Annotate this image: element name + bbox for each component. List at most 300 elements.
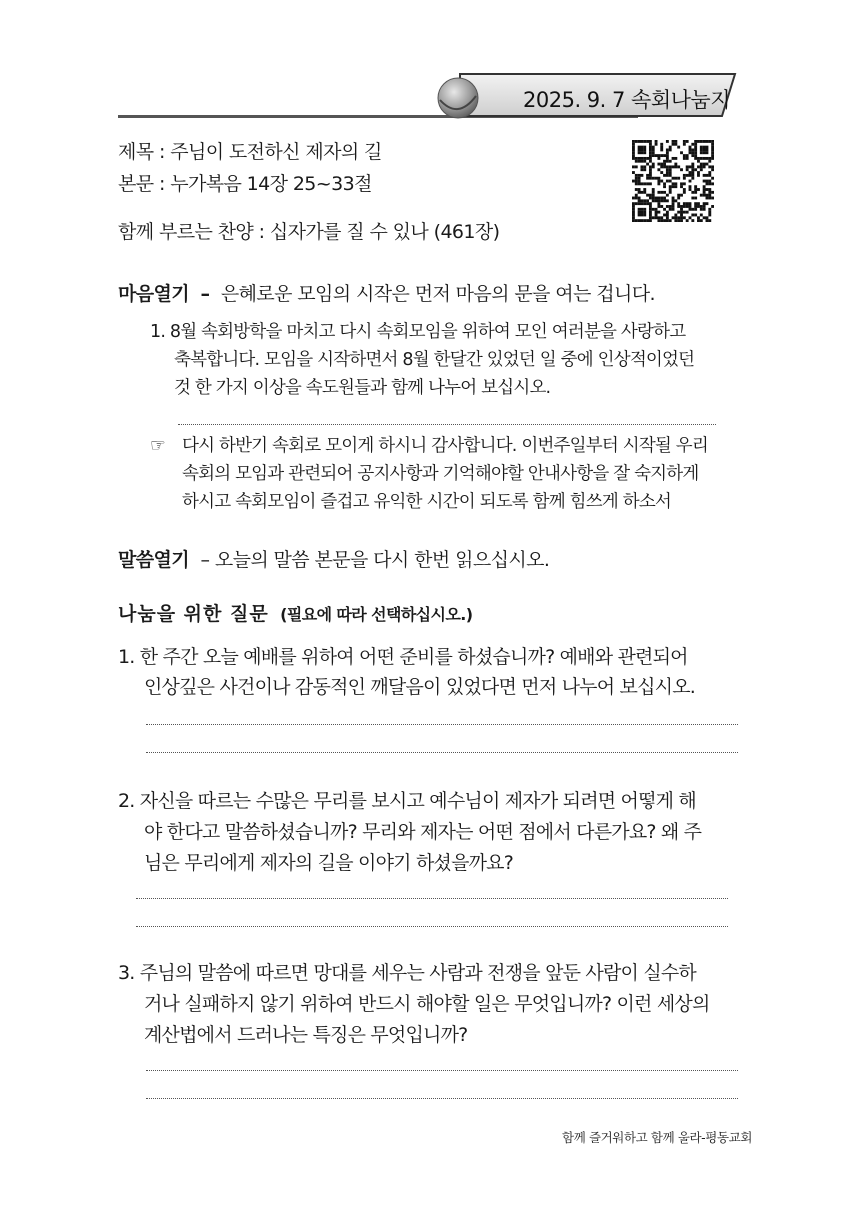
qr-module (689, 202, 692, 205)
qr-module (703, 165, 706, 168)
qr-module (672, 143, 675, 146)
qr-module (669, 205, 672, 208)
qr-module (638, 177, 641, 180)
qr-module (711, 154, 714, 157)
qr-module (703, 146, 706, 149)
qr-module (657, 211, 660, 214)
qr-module (652, 151, 655, 154)
qr-module (663, 214, 666, 217)
qr-module (643, 199, 646, 202)
qr-module (657, 154, 660, 157)
word-heading: 말씀열기 (118, 549, 190, 571)
qr-module (655, 208, 658, 211)
qr-module (686, 140, 689, 143)
qr-module (632, 151, 635, 154)
qr-module (649, 174, 652, 177)
qr-module (657, 191, 660, 194)
qr-module (655, 211, 658, 214)
qr-module (694, 143, 697, 146)
qr-module (689, 180, 692, 183)
qr-module (703, 216, 706, 219)
qr-module (697, 219, 700, 222)
qr-module (706, 188, 709, 191)
qr-module (691, 208, 694, 211)
text-line: 님은 무리에게 제자의 길을 이야기 하셨을까요? (144, 852, 514, 874)
qr-module (640, 214, 643, 217)
qr-module (669, 168, 672, 171)
qr-module (680, 205, 683, 208)
qr-module (646, 157, 649, 160)
qr-module (700, 148, 703, 151)
answer-line (136, 898, 728, 899)
answer-line (146, 1098, 738, 1099)
qr-module (632, 143, 635, 146)
qr-module (649, 197, 652, 200)
qr-module (635, 197, 638, 200)
qr-module (643, 151, 646, 154)
text-line: 야 한다고 말씀하셨습니까? 무리와 제자는 어떤 점에서 다른가요? 왜 주 (144, 821, 702, 843)
opening-prayer-note (150, 432, 746, 516)
qr-module (683, 182, 686, 185)
qr-module (643, 168, 646, 171)
text-line: 1. 8월 속회방학을 마치고 다시 속회모임을 위하여 모인 여러분을 사랑하고 (150, 322, 686, 342)
qr-module (632, 205, 635, 208)
qr-module (697, 140, 700, 143)
text-line: 인상깊은 사건이나 감동적인 깨달음이 있었다면 먼저 나누어 보십시오. (144, 676, 695, 698)
hymn-line: 함께 부르는 찬양 : 십자가를 질 수 있나 (461장) (118, 221, 500, 243)
qr-module (666, 211, 669, 214)
qr-module (657, 202, 660, 205)
qr-module (711, 140, 714, 143)
qr-module (640, 219, 643, 222)
qr-module (677, 194, 680, 197)
qr-module (706, 219, 709, 222)
qr-module (689, 208, 692, 211)
qr-module (706, 146, 709, 149)
qr-module (711, 191, 714, 194)
qr-module (686, 202, 689, 205)
qr-module (666, 194, 669, 197)
qr-module (669, 219, 672, 222)
qr-module (640, 174, 643, 177)
qr-module (649, 146, 652, 149)
qr-module (691, 143, 694, 146)
qr-module (683, 205, 686, 208)
qr-module (691, 177, 694, 180)
qr-module (652, 146, 655, 149)
sharing-heading: 나눔을 위한 질문 (118, 603, 269, 625)
qr-module (666, 205, 669, 208)
qr-module (663, 199, 666, 202)
qr-module (689, 171, 692, 174)
qr-module (660, 199, 663, 202)
qr-module (694, 140, 697, 143)
qr-module (697, 165, 700, 168)
qr-module (663, 160, 666, 163)
qr-module (638, 211, 641, 214)
qr-module (708, 208, 711, 211)
qr-module (669, 188, 672, 191)
qr-module (663, 182, 666, 185)
qr-module (680, 216, 683, 219)
qr-module (652, 163, 655, 166)
qr-module (632, 216, 635, 219)
qr-module (674, 182, 677, 185)
qr-module (706, 216, 709, 219)
qr-module (711, 165, 714, 168)
qr-module (700, 219, 703, 222)
qr-module (689, 216, 692, 219)
qr-module (655, 214, 658, 217)
qr-module (660, 216, 663, 219)
qr-module (652, 199, 655, 202)
qr-module (686, 165, 689, 168)
qr-module (700, 168, 703, 171)
qr-module (657, 205, 660, 208)
qr-module (638, 188, 641, 191)
qr-module (672, 177, 675, 180)
qr-module (657, 219, 660, 222)
qr-module (638, 191, 641, 194)
qr-module (663, 208, 666, 211)
qr-module (652, 208, 655, 211)
qr-module (677, 146, 680, 149)
qr-module (649, 165, 652, 168)
qr-module (635, 165, 638, 168)
qr-module (660, 143, 663, 146)
qr-module (680, 182, 683, 185)
text-line: 1. 한 주간 오늘 예배를 위하여 어떤 준비를 하셨습니까? 예배와 관련되어 (118, 646, 688, 668)
qr-module (691, 148, 694, 151)
qr-module (689, 165, 692, 168)
qr-module (683, 216, 686, 219)
qr-module (640, 182, 643, 185)
qr-module (689, 151, 692, 154)
qr-module (632, 140, 635, 143)
qr-module (700, 214, 703, 217)
qr-module (638, 148, 641, 151)
qr-module (711, 146, 714, 149)
question-3 (118, 958, 742, 1051)
word-text: – 오늘의 말씀 본문을 다시 한번 읽으십시오. (200, 549, 550, 571)
qr-module (674, 185, 677, 188)
qr-module (691, 214, 694, 217)
qr-module (660, 191, 663, 194)
qr-module (703, 180, 706, 183)
qr-module (689, 174, 692, 177)
qr-module (683, 188, 686, 191)
qr-module (640, 160, 643, 163)
qr-module (694, 197, 697, 200)
text-line: 2. 자신을 따르는 수많은 무리를 보시고 예수님이 제자가 되려면 어떻게 해 (118, 790, 696, 812)
answer-line (146, 724, 738, 725)
qr-module (655, 177, 658, 180)
qr-module (686, 174, 689, 177)
qr-module (700, 165, 703, 168)
qr-module (632, 180, 635, 183)
qr-code[interactable] (632, 140, 714, 222)
qr-module (655, 216, 658, 219)
qr-module (686, 205, 689, 208)
qr-module (706, 202, 709, 205)
qr-module (691, 174, 694, 177)
qr-module (663, 185, 666, 188)
qr-module (643, 191, 646, 194)
qr-module (708, 180, 711, 183)
qr-module (708, 219, 711, 222)
qr-module (672, 205, 675, 208)
qr-module (635, 140, 638, 143)
opening-item-1 (150, 318, 740, 402)
qr-module (646, 194, 649, 197)
qr-module (649, 151, 652, 154)
qr-module (691, 165, 694, 168)
qr-module (697, 174, 700, 177)
answer-line (146, 752, 738, 753)
qr-module (674, 140, 677, 143)
qr-module (686, 211, 689, 214)
qr-module (711, 151, 714, 154)
qr-module (663, 163, 666, 166)
qr-module (643, 202, 646, 205)
qr-module (643, 140, 646, 143)
qr-module (669, 165, 672, 168)
qr-module (663, 197, 666, 200)
qr-module (706, 157, 709, 160)
qr-module (640, 165, 643, 168)
qr-module (638, 208, 641, 211)
qr-module (657, 216, 660, 219)
qr-module (711, 157, 714, 160)
text-line: 다시 하반기 속회로 모이게 하시니 감사합니다. 이번주일부터 시작될 우리 (182, 436, 709, 456)
qr-module (640, 168, 643, 171)
qr-module (680, 219, 683, 222)
qr-module (697, 171, 700, 174)
qr-module (694, 214, 697, 217)
qr-module (669, 185, 672, 188)
qr-module (708, 160, 711, 163)
qr-module (680, 208, 683, 211)
qr-module (672, 165, 675, 168)
qr-module (691, 219, 694, 222)
qr-module (686, 157, 689, 160)
qr-module (657, 197, 660, 200)
qr-module (652, 197, 655, 200)
qr-module (649, 140, 652, 143)
qr-module (694, 191, 697, 194)
qr-module (703, 140, 706, 143)
qr-module (683, 140, 686, 143)
qr-module (638, 157, 641, 160)
qr-module (706, 151, 709, 154)
text-line: 계산법에서 드러나는 특징은 무엇입니까? (144, 1024, 468, 1046)
qr-module (643, 214, 646, 217)
qr-module (649, 157, 652, 160)
qr-module (689, 185, 692, 188)
qr-module (677, 219, 680, 222)
qr-module (663, 154, 666, 157)
qr-module (632, 148, 635, 151)
qr-module (666, 157, 669, 160)
qr-module (697, 188, 700, 191)
qr-module (669, 191, 672, 194)
qr-module (703, 163, 706, 166)
qr-module (700, 140, 703, 143)
qr-module (632, 165, 635, 168)
qr-module (643, 160, 646, 163)
text-line: 하시고 속회모임이 즐겁고 유익한 시간이 되도록 함께 힘쓰게 하소서 (182, 492, 672, 512)
qr-module (643, 219, 646, 222)
qr-module (649, 208, 652, 211)
qr-module (638, 180, 641, 183)
subject-line: 제목 : 주님이 도전하신 제자의 길 (118, 141, 382, 163)
scripture-line: 본문 : 누가복음 14장 25~33절 (118, 173, 372, 195)
qr-module (711, 205, 714, 208)
qr-module (708, 140, 711, 143)
qr-module (638, 151, 641, 154)
qr-module (677, 216, 680, 219)
qr-module (657, 168, 660, 171)
question-2 (118, 786, 742, 879)
qr-module (666, 160, 669, 163)
qr-module (703, 202, 706, 205)
qr-module (635, 182, 638, 185)
answer-line (136, 926, 728, 927)
qr-module (666, 140, 669, 143)
qr-module (635, 174, 638, 177)
qr-module (660, 165, 663, 168)
qr-module (663, 219, 666, 222)
qr-module (703, 205, 706, 208)
qr-module (638, 174, 641, 177)
qr-module (660, 171, 663, 174)
qr-module (646, 174, 649, 177)
qr-module (686, 168, 689, 171)
qr-module (666, 165, 669, 168)
qr-module (677, 197, 680, 200)
opening-heading: 마음열기 (118, 283, 190, 305)
qr-module (635, 194, 638, 197)
qr-module (660, 205, 663, 208)
qr-module (652, 148, 655, 151)
opening-intro: 은혜로운 모임의 시작은 먼저 마음의 문을 여는 겁니다. (220, 283, 655, 305)
qr-module (706, 174, 709, 177)
qr-module (683, 191, 686, 194)
qr-module (680, 211, 683, 214)
qr-module (689, 148, 692, 151)
qr-module (646, 177, 649, 180)
qr-module (657, 182, 660, 185)
qr-module (632, 157, 635, 160)
qr-module (646, 199, 649, 202)
qr-module (660, 219, 663, 222)
qr-module (663, 174, 666, 177)
qr-module (649, 143, 652, 146)
qr-module (700, 194, 703, 197)
qr-module (672, 182, 675, 185)
qr-module (649, 168, 652, 171)
qr-module (666, 148, 669, 151)
qr-module (680, 214, 683, 217)
answer-line (178, 424, 716, 425)
qr-module (649, 171, 652, 174)
qr-module (694, 151, 697, 154)
opening-dash: – (200, 283, 210, 305)
qr-module (669, 208, 672, 211)
qr-module (694, 168, 697, 171)
qr-module (677, 205, 680, 208)
answer-line (146, 1070, 738, 1071)
qr-module (649, 177, 652, 180)
qr-module (632, 154, 635, 157)
qr-module (672, 157, 675, 160)
qr-module (655, 154, 658, 157)
qr-module (666, 216, 669, 219)
qr-module (674, 157, 677, 160)
qr-module (666, 180, 669, 183)
qr-module (649, 214, 652, 217)
qr-module (649, 211, 652, 214)
qr-module (711, 177, 714, 180)
qr-module (706, 140, 709, 143)
qr-module (649, 182, 652, 185)
qr-module (649, 216, 652, 219)
qr-module (708, 191, 711, 194)
qr-module (700, 205, 703, 208)
qr-module (703, 208, 706, 211)
qr-module (672, 140, 675, 143)
qr-module (683, 157, 686, 160)
qr-module (638, 197, 641, 200)
qr-module (706, 180, 709, 183)
qr-module (640, 211, 643, 214)
qr-module (652, 188, 655, 191)
qr-module (686, 154, 689, 157)
opening-section (118, 280, 655, 308)
qr-module (663, 191, 666, 194)
qr-module (635, 202, 638, 205)
qr-module (674, 165, 677, 168)
qr-module (672, 197, 675, 200)
qr-module (683, 202, 686, 205)
qr-module (691, 197, 694, 200)
qr-module (632, 211, 635, 214)
qr-module (680, 151, 683, 154)
qr-module (694, 202, 697, 205)
qr-module (640, 191, 643, 194)
qr-module (683, 154, 686, 157)
sharing-section (118, 600, 472, 629)
qr-module (703, 185, 706, 188)
qr-module (708, 171, 711, 174)
qr-module (694, 208, 697, 211)
qr-module (666, 199, 669, 202)
qr-module (683, 211, 686, 214)
qr-module (666, 168, 669, 171)
qr-module (672, 202, 675, 205)
qr-module (706, 163, 709, 166)
qr-module (638, 146, 641, 149)
qr-module (660, 148, 663, 151)
qr-module (649, 154, 652, 157)
qr-module (697, 157, 700, 160)
qr-module (672, 185, 675, 188)
qr-module (669, 148, 672, 151)
qr-module (632, 214, 635, 217)
qr-module (635, 157, 638, 160)
qr-module (652, 216, 655, 219)
qr-module (697, 216, 700, 219)
